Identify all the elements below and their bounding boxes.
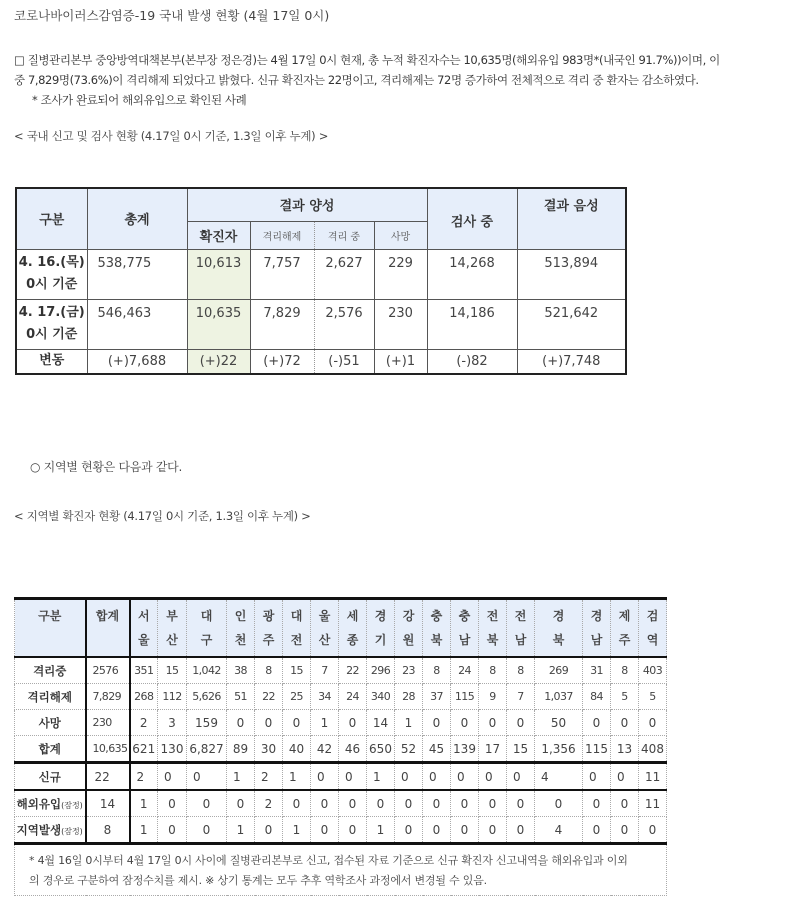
region-char-top: 대 — [290, 609, 303, 623]
cell-value: 1 — [130, 790, 158, 817]
cell-value: 0 — [283, 710, 311, 736]
header-region — [395, 599, 423, 658]
cell-value: 403 — [639, 657, 667, 684]
header-released: 격리해제 — [250, 221, 314, 249]
testing-status-table — [15, 187, 627, 375]
cell-value: 45 — [423, 736, 451, 763]
cell-testing: 14,186 — [427, 299, 517, 349]
cell-value: 15 — [158, 657, 187, 684]
cell-value: 0 — [611, 790, 639, 817]
cell-value: 2 — [255, 790, 283, 817]
region-char-bottom: 남 — [590, 633, 603, 647]
table-row — [15, 684, 667, 710]
cell-value: 22 — [255, 684, 283, 710]
header-isolated: 격리 중 — [314, 221, 374, 249]
region-char-top: 경 — [374, 609, 387, 623]
cell-value: 8 — [255, 657, 283, 684]
cell-value: 0 — [367, 790, 395, 817]
table-row — [16, 349, 626, 374]
cell-total: (+)7,688 — [87, 349, 187, 374]
cell-value: 0 — [255, 817, 283, 844]
cell-value: 1,042 — [187, 657, 227, 684]
row-label: 4. 17.(금) — [18, 305, 85, 320]
header-confirmed: 확진자 — [187, 221, 250, 249]
header-region — [479, 599, 507, 658]
cell-value: 84 — [583, 684, 611, 710]
header-region — [339, 599, 367, 658]
cell-value: 650 — [367, 736, 395, 763]
region-char-bottom: 산 — [166, 633, 178, 647]
cell-value: 1,356 — [535, 736, 583, 763]
region-char-bottom: 기 — [374, 633, 387, 647]
row-label: 4. 16.(목) — [18, 255, 85, 270]
header-region — [187, 599, 227, 658]
row-label: 변동 — [16, 349, 87, 374]
cell-total: 7,829 — [86, 684, 130, 710]
cell-released: 7,757 — [250, 249, 314, 299]
header-category: 구분 — [15, 599, 86, 658]
cell-value: 0 — [583, 763, 611, 791]
header-region — [130, 599, 158, 658]
header-testing: 검사 중 — [427, 188, 517, 249]
row-label-suffix: (잠정) — [61, 826, 83, 836]
footnote — [15, 844, 667, 896]
region-char-bottom: 종 — [346, 633, 359, 647]
table2-caption: < 지역별 확진자 현황 (4.17일 0시 기준, 1.3일 이후 누계) > — [14, 509, 311, 523]
cell-value: 0 — [227, 710, 255, 736]
table-row — [15, 817, 667, 844]
header-region — [158, 599, 187, 658]
region-char-top: 충 — [430, 609, 443, 623]
summary-line-2: 중 7,829명(73.6%)이 격리해제 되었다고 밝혔다. 신규 확진자는 22명이고, 격리해제는 72명 증가하여 전체적으로 격리 중 환자는 감소하였다. — [14, 73, 699, 87]
region-char-bottom: 북 — [552, 633, 565, 647]
cell-value: 1 — [227, 763, 255, 791]
cell-value: 8 — [423, 657, 451, 684]
row-label-suffix: (잠정) — [61, 800, 83, 810]
row-label-sub: 0시 기준 — [26, 327, 78, 342]
cell-value: 4 — [535, 763, 583, 791]
region-char-top: 강 — [402, 609, 415, 623]
row-label-text: 지역발생 — [16, 822, 62, 837]
header-region — [507, 599, 535, 658]
header-region — [283, 599, 311, 658]
cell-value: 30 — [255, 736, 283, 763]
cell-value: 42 — [311, 736, 339, 763]
header-region — [227, 599, 255, 658]
cell-value: 7 — [507, 684, 535, 710]
cell-value: 8 — [611, 657, 639, 684]
region-char-top: 광 — [262, 609, 275, 623]
cell-value: 0 — [479, 763, 507, 791]
cell-value: 0 — [479, 817, 507, 844]
cell-value: 13 — [611, 736, 639, 763]
summary-paragraph — [14, 50, 794, 110]
header-deaths: 사망 — [374, 221, 427, 249]
table-row — [16, 249, 626, 299]
region-char-bottom: 울 — [137, 633, 150, 647]
cell-value: 11 — [639, 790, 667, 817]
cell-value: 1 — [367, 763, 395, 791]
cell-value: 0 — [423, 763, 451, 791]
header-total: 총계 — [87, 188, 187, 249]
cell-value: 2 — [130, 710, 158, 736]
region-char-top: 서 — [137, 609, 150, 623]
header-region — [583, 599, 611, 658]
cell-value: 6,827 — [187, 736, 227, 763]
cell-value: 0 — [451, 817, 479, 844]
cell-isolated: (-)51 — [314, 349, 374, 374]
cell-total: 2576 — [86, 657, 130, 684]
cell-value: 52 — [395, 736, 423, 763]
cell-total: 10,635 — [86, 736, 130, 763]
cell-value: 0 — [339, 763, 367, 791]
cell-value: 0 — [507, 763, 535, 791]
region-char-top: 제 — [618, 609, 631, 623]
header-category: 구분 — [16, 188, 87, 249]
cell-value: 159 — [187, 710, 227, 736]
cell-value: 0 — [611, 817, 639, 844]
cell-value: 8 — [479, 657, 507, 684]
cell-value: 2 — [255, 763, 283, 791]
cell-value: 51 — [227, 684, 255, 710]
cell-value: 0 — [583, 710, 611, 736]
cell-value: 34 — [311, 684, 339, 710]
region-char-top: 전 — [486, 609, 499, 623]
region-char-bottom: 북 — [486, 633, 499, 647]
cell-value: 50 — [535, 710, 583, 736]
cell-value: 9 — [479, 684, 507, 710]
footnote-row — [15, 844, 667, 896]
cell-value: 0 — [187, 817, 227, 844]
cell-value: 15 — [283, 657, 311, 684]
table-row — [15, 736, 667, 763]
cell-released: 7,829 — [250, 299, 314, 349]
row-label — [15, 657, 86, 684]
cell-value: 24 — [339, 684, 367, 710]
cell-value: 0 — [227, 790, 255, 817]
cell-value: 0 — [395, 763, 423, 791]
cell-value: 1 — [395, 710, 423, 736]
region-char-bottom: 주 — [618, 633, 631, 647]
cell-total: 22 — [86, 763, 130, 791]
row-label-text: 신규 — [38, 769, 61, 784]
cell-confirmed: (+)22 — [187, 349, 250, 374]
cell-value: 22 — [339, 657, 367, 684]
cell-value: 4 — [535, 817, 583, 844]
table-row — [16, 299, 626, 349]
cell-value: 0 — [451, 710, 479, 736]
cell-testing: 14,268 — [427, 249, 517, 299]
cell-value: 0 — [479, 710, 507, 736]
table-row — [15, 710, 667, 736]
cell-value: 0 — [395, 790, 423, 817]
cell-isolated: 2,627 — [314, 249, 374, 299]
cell-value: 115 — [583, 736, 611, 763]
footnote-line-2: 의 경우로 구분하여 잠정수치를 제시. ※ 상기 통계는 모두 추후 역학조사 과정에서 변경될 수 있음. — [29, 874, 487, 887]
cell-deaths: 229 — [374, 249, 427, 299]
cell-value: 0 — [423, 817, 451, 844]
cell-value: 0 — [583, 790, 611, 817]
region-char-bottom: 남 — [458, 633, 471, 647]
table-row — [15, 790, 667, 817]
cell-value: 5,626 — [187, 684, 227, 710]
cell-value: 1 — [130, 817, 158, 844]
region-char-bottom: 주 — [262, 633, 275, 647]
cell-value: 15 — [507, 736, 535, 763]
cell-negative: 513,894 — [517, 249, 626, 299]
cell-total: 546,463 — [87, 299, 187, 349]
region-char-bottom: 역 — [646, 633, 659, 647]
cell-value: 0 — [535, 790, 583, 817]
cell-value: 0 — [423, 710, 451, 736]
cell-value: 8 — [507, 657, 535, 684]
cell-value: 0 — [255, 710, 283, 736]
cell-value: 0 — [451, 763, 479, 791]
cell-value: 7 — [311, 657, 339, 684]
cell-total: 230 — [86, 710, 130, 736]
table-row — [15, 763, 667, 791]
cell-value: 621 — [130, 736, 158, 763]
cell-value: 0 — [507, 817, 535, 844]
cell-value: 5 — [611, 684, 639, 710]
regional-intro: ○ 지역별 현황은 다음과 같다. — [30, 460, 182, 474]
cell-value: 0 — [187, 763, 227, 791]
cell-value: 2 — [130, 763, 158, 791]
header-region — [611, 599, 639, 658]
cell-value: 1 — [283, 763, 311, 791]
cell-value: 0 — [611, 763, 639, 791]
row-label — [15, 736, 86, 763]
header-region — [423, 599, 451, 658]
regional-cases-table — [14, 597, 667, 896]
cell-value: 351 — [130, 657, 158, 684]
cell-value: 14 — [367, 710, 395, 736]
cell-value: 0 — [311, 790, 339, 817]
cell-value: 0 — [423, 790, 451, 817]
region-char-top: 인 — [234, 609, 247, 623]
cell-value: 0 — [507, 710, 535, 736]
cell-value: 24 — [451, 657, 479, 684]
cell-value: 38 — [227, 657, 255, 684]
row-label-text: 격리해제 — [27, 689, 72, 704]
summary-footnote: * 조사가 완료되어 해외유입으로 확인된 사례 — [32, 93, 247, 107]
cell-value: 0 — [395, 817, 423, 844]
row-label — [15, 684, 86, 710]
cell-value: 0 — [339, 790, 367, 817]
cell-total: 14 — [86, 790, 130, 817]
cell-value: 296 — [367, 657, 395, 684]
row-label — [15, 763, 86, 791]
region-char-bottom: 천 — [234, 633, 247, 647]
page-title: 코로나바이러스감염증-19 국내 발생 현황 (4월 17일 0시) — [14, 8, 330, 23]
row-label-text: 사망 — [38, 715, 61, 730]
region-char-top: 경 — [590, 609, 603, 623]
cell-value: 46 — [339, 736, 367, 763]
cell-value: 130 — [158, 736, 187, 763]
cell-value: 1 — [283, 817, 311, 844]
cell-value: 28 — [395, 684, 423, 710]
cell-value: 3 — [158, 710, 187, 736]
region-char-top: 대 — [200, 609, 213, 623]
cell-value: 40 — [283, 736, 311, 763]
cell-value: 0 — [583, 817, 611, 844]
cell-value: 1 — [311, 710, 339, 736]
cell-value: 0 — [339, 710, 367, 736]
region-char-top: 경 — [552, 609, 565, 623]
row-label-text: 해외유입 — [16, 796, 62, 811]
header-positive-group: 결과 양성 — [187, 188, 427, 221]
region-char-top: 전 — [514, 609, 527, 623]
cell-value: 139 — [451, 736, 479, 763]
cell-value: 89 — [227, 736, 255, 763]
cell-testing: (-)82 — [427, 349, 517, 374]
cell-value: 0 — [311, 817, 339, 844]
cell-value: 408 — [639, 736, 667, 763]
cell-value: 269 — [535, 657, 583, 684]
cell-value: 112 — [158, 684, 187, 710]
cell-value: 0 — [158, 817, 187, 844]
header-region — [451, 599, 479, 658]
cell-value: 0 — [187, 790, 227, 817]
cell-value: 115 — [451, 684, 479, 710]
region-char-bottom: 전 — [290, 633, 303, 647]
cell-total: 538,775 — [87, 249, 187, 299]
cell-value: 0 — [479, 790, 507, 817]
cell-value: 25 — [283, 684, 311, 710]
cell-confirmed: 10,613 — [187, 249, 250, 299]
cell-confirmed: 10,635 — [187, 299, 250, 349]
cell-isolated: 2,576 — [314, 299, 374, 349]
cell-deaths: 230 — [374, 299, 427, 349]
region-char-bottom: 북 — [430, 633, 443, 647]
summary-line-1: □ 질병관리본부 중앙방역대책본부(본부장 정은경)는 4월 17일 0시 현재, 총 누적 확진자수는 10,635명(해외유입 983명*(내국인 91.7%))이며, 이 — [14, 53, 720, 67]
row-label-text: 격리중 — [33, 663, 67, 678]
cell-value: 340 — [367, 684, 395, 710]
cell-value: 1,037 — [535, 684, 583, 710]
cell-value: 1 — [227, 817, 255, 844]
cell-value: 0 — [639, 817, 667, 844]
footnote-line-1: * 4월 16일 0시부터 4월 17일 0시 사이에 질병관리본부로 신고, 접수된 자료 기준으로 신규 확진자 신고내역을 해외유입과 이외 — [29, 854, 628, 867]
row-label-text: 합계 — [38, 741, 61, 756]
cell-deaths: (+)1 — [374, 349, 427, 374]
region-char-bottom: 산 — [318, 633, 331, 647]
header-region — [367, 599, 395, 658]
cell-value: 23 — [395, 657, 423, 684]
cell-value: 0 — [158, 763, 187, 791]
table1-caption: < 국내 신고 및 검사 현황 (4.17일 0시 기준, 1.3일 이후 누계) > — [14, 129, 329, 143]
cell-released: (+)72 — [250, 349, 314, 374]
cell-value: 0 — [339, 817, 367, 844]
row-label — [15, 710, 86, 736]
region-char-bottom: 남 — [514, 633, 527, 647]
region-char-bottom: 원 — [402, 633, 415, 647]
table-row — [15, 657, 667, 684]
region-char-top: 검 — [646, 609, 659, 623]
header-region — [311, 599, 339, 658]
header-row — [15, 599, 667, 658]
cell-value: 268 — [130, 684, 158, 710]
region-char-bottom: 구 — [200, 633, 213, 647]
cell-value: 0 — [507, 790, 535, 817]
cell-value: 31 — [583, 657, 611, 684]
cell-value: 0 — [639, 710, 667, 736]
row-label-sub: 0시 기준 — [26, 277, 78, 292]
cell-negative: (+)7,748 — [517, 349, 626, 374]
row-label — [15, 790, 86, 817]
cell-value: 11 — [639, 763, 667, 791]
cell-value: 0 — [158, 790, 187, 817]
cell-negative: 521,642 — [517, 299, 626, 349]
cell-value: 0 — [611, 710, 639, 736]
header-total: 합계 — [86, 599, 130, 658]
row-label — [15, 817, 86, 844]
region-char-top: 울 — [318, 609, 331, 623]
cell-value: 1 — [367, 817, 395, 844]
cell-total: 8 — [86, 817, 130, 844]
cell-value: 17 — [479, 736, 507, 763]
header-region — [639, 599, 667, 658]
header-negative: 결과 음성 — [517, 188, 626, 249]
header-region — [255, 599, 283, 658]
cell-value: 37 — [423, 684, 451, 710]
cell-value: 0 — [283, 790, 311, 817]
region-char-top: 세 — [346, 609, 359, 623]
header-region — [535, 599, 583, 658]
cell-value: 5 — [639, 684, 667, 710]
region-char-top: 충 — [458, 609, 471, 623]
region-char-top: 부 — [166, 609, 178, 623]
cell-value: 0 — [311, 763, 339, 791]
cell-value: 0 — [451, 790, 479, 817]
